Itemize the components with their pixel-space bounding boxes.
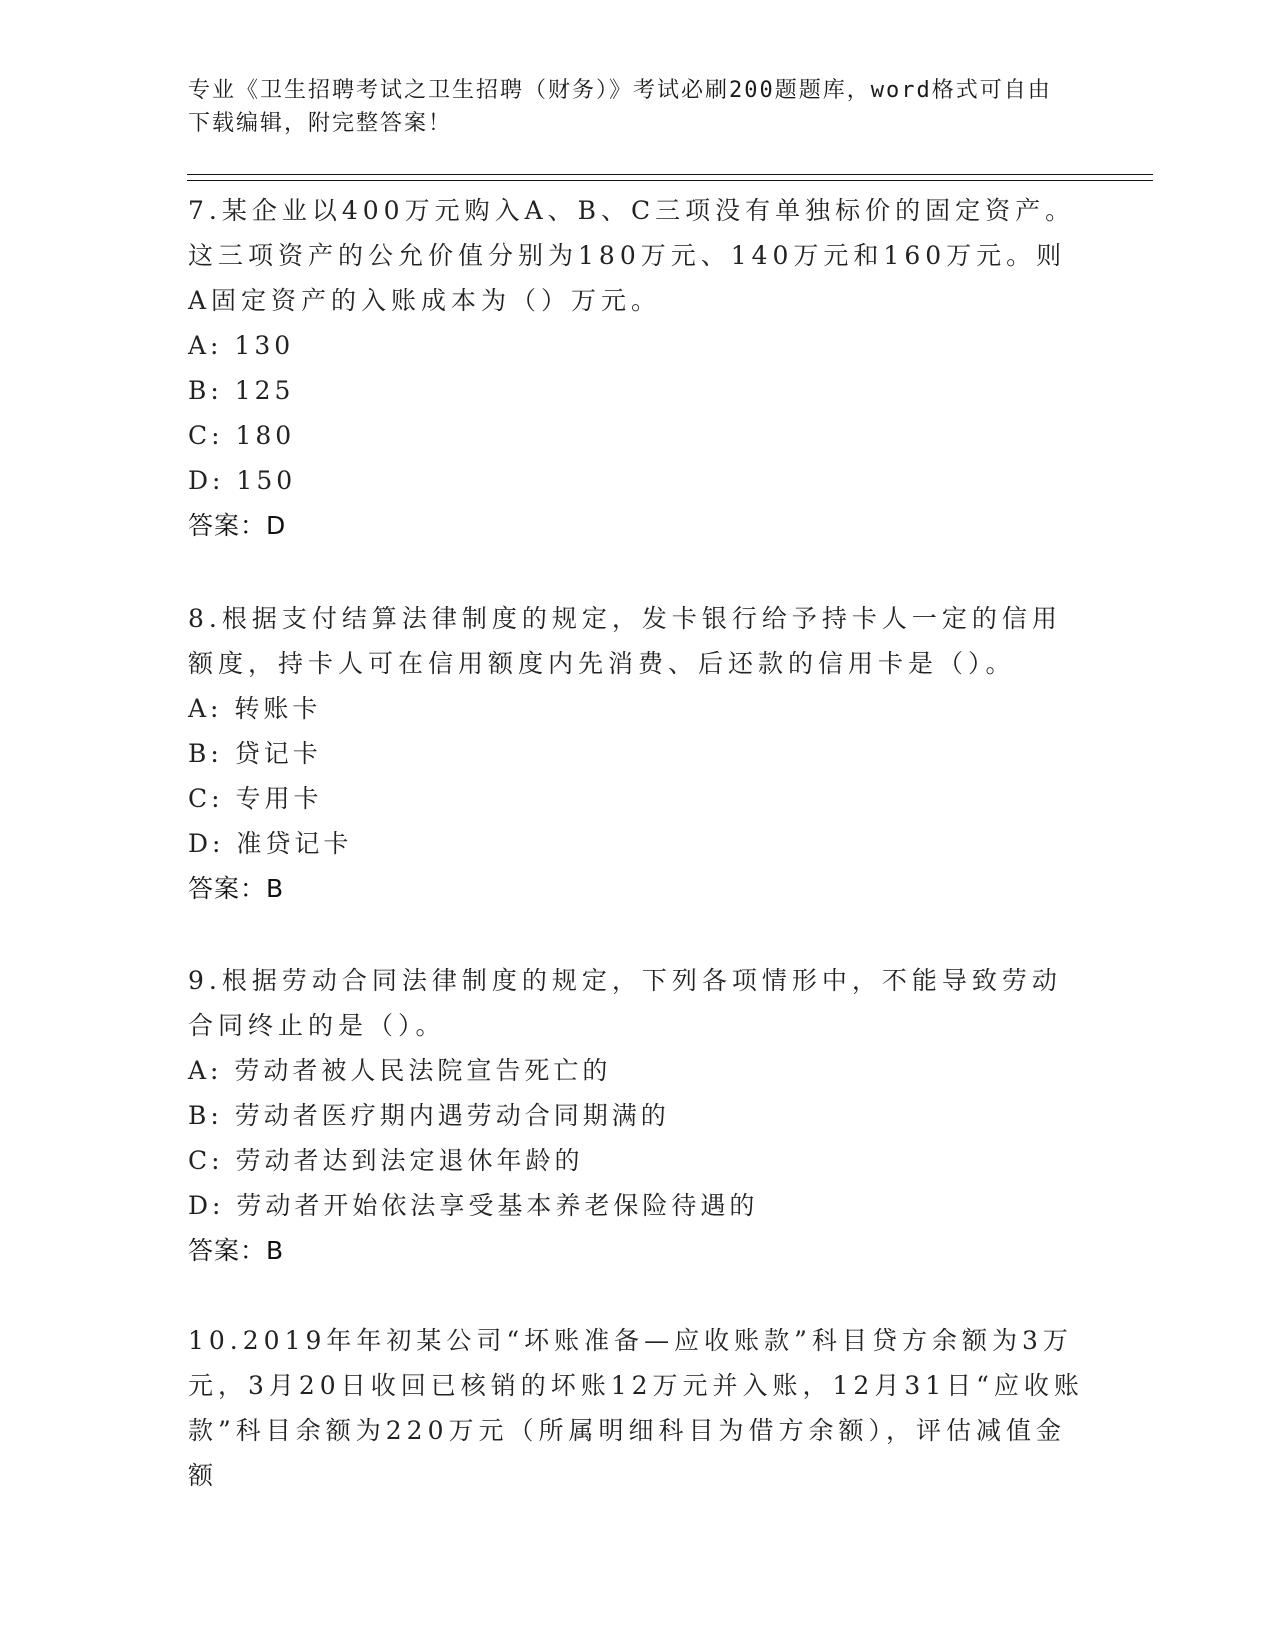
document-header: 专业《卫生招聘考试之卫生招聘（财务）》考试必刷200题题库，word格式可自由下载编辑，附完整答案！ [188, 78, 1052, 136]
question-stem: 8.根据支付结算法律制度的规定，发卡银行给予持卡人一定的信用额度，持卡人可在信用额度内先消费、后还款的信用卡是（）。 [188, 604, 1062, 678]
option-a: A: 劳动者被人民法院宣告死亡的 [188, 1056, 612, 1085]
header-divider-top [187, 174, 1153, 175]
header-divider-bottom [187, 180, 1153, 181]
option-b: B: 劳动者医疗期内遇劳动合同期满的 [188, 1101, 670, 1130]
answer: 答案：B [188, 874, 285, 903]
question-9 [188, 958, 1088, 1273]
question-stem: 9.根据劳动合同法律制度的规定，下列各项情形中，不能导致劳动合同终止的是（）。 [188, 966, 1062, 1040]
question-8 [188, 596, 1088, 911]
option-d: D: 准贷记卡 [188, 829, 353, 858]
answer: 答案：D [188, 511, 287, 540]
answer: 答案：B [188, 1236, 285, 1265]
question-stem: 10.2019年年初某公司“坏账准备—应收账款”科目贷方余额为3万元，3月20日收回已核销的坏账12万元并入账，12月31日“应收账款”科目余额为220万元（所属明细科目为借方余额），评估减值金额 [188, 1326, 1084, 1490]
option-c: C: 专用卡 [188, 784, 323, 813]
option-a: A: 转账卡 [188, 694, 322, 723]
option-b: B: 125 [188, 376, 295, 405]
option-a: A: 130 [188, 331, 295, 360]
option-b: B: 贷记卡 [188, 739, 322, 768]
option-d: D: 劳动者开始依法享受基本养老保险待遇的 [188, 1191, 759, 1220]
option-c: C: 劳动者达到法定退休年龄的 [188, 1146, 584, 1175]
question-7 [188, 188, 1088, 548]
option-c: C: 180 [188, 421, 296, 450]
option-d: D: 150 [188, 466, 297, 495]
question-10 [188, 1318, 1088, 1498]
question-stem: 7.某企业以400万元购入A、B、C三项没有单独标价的固定资产。这三项资产的公允价值分别为180万元、140万元和160万元。则A固定资产的入账成本为（）万元。 [188, 196, 1076, 315]
